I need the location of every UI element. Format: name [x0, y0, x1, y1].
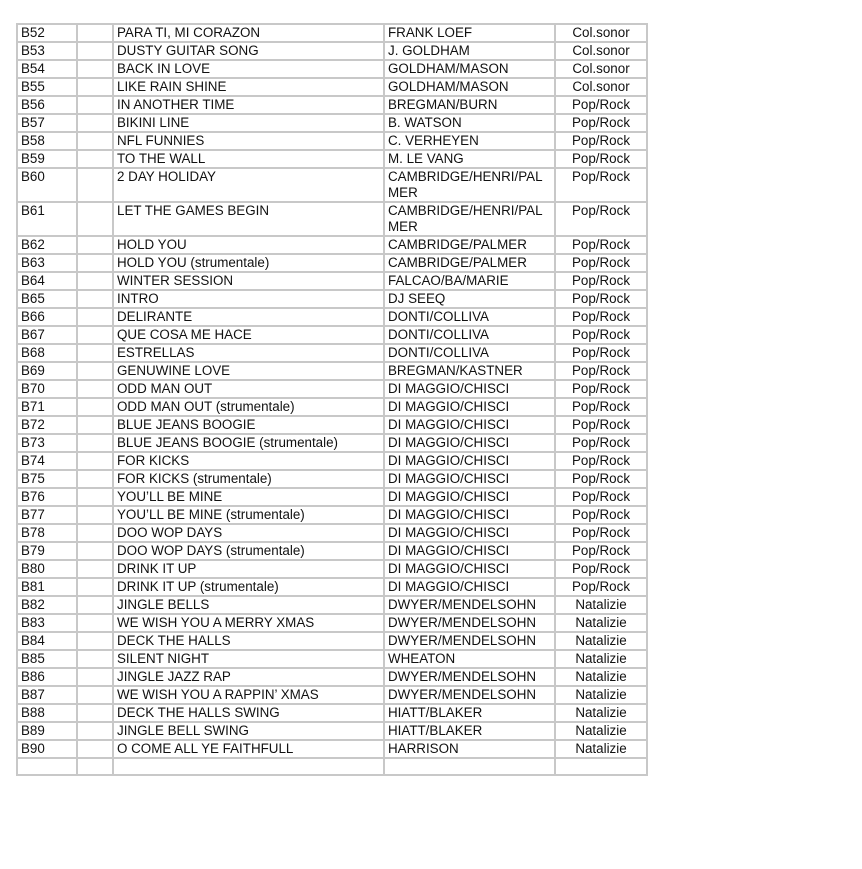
track-code-cell: B67	[17, 326, 77, 344]
track-title-cell: HOLD YOU (strumentale)	[113, 254, 384, 272]
track-genre-cell: Col.sonor	[555, 24, 647, 42]
track-genre-cell: Natalizie	[555, 740, 647, 758]
track-code-cell: B81	[17, 578, 77, 596]
track-code-cell: B68	[17, 344, 77, 362]
track-code-cell: B83	[17, 614, 77, 632]
track-author-cell: DWYER/MENDELSOHN	[384, 614, 555, 632]
empty-cell	[77, 326, 113, 344]
track-title-cell: DOO WOP DAYS (strumentale)	[113, 542, 384, 560]
track-code-cell: B84	[17, 632, 77, 650]
track-title-cell: ODD MAN OUT (strumentale)	[113, 398, 384, 416]
empty-cell	[77, 290, 113, 308]
track-title-cell: WE WISH YOU A RAPPIN’ XMAS	[113, 686, 384, 704]
table-row	[17, 668, 647, 686]
track-title-cell: LET THE GAMES BEGIN	[113, 202, 384, 236]
track-genre-cell: Natalizie	[555, 704, 647, 722]
track-code-cell: B53	[17, 42, 77, 60]
track-author-cell: DWYER/MENDELSOHN	[384, 596, 555, 614]
track-genre-cell: Pop/Rock	[555, 344, 647, 362]
track-genre-cell: Pop/Rock	[555, 254, 647, 272]
track-author-cell: CAMBRIDGE/PALMER	[384, 236, 555, 254]
track-code-cell: B75	[17, 470, 77, 488]
track-author-cell: DONTI/COLLIVA	[384, 344, 555, 362]
track-genre-cell: Pop/Rock	[555, 488, 647, 506]
empty-cell	[77, 236, 113, 254]
table-row	[17, 344, 647, 362]
track-code-cell: B56	[17, 96, 77, 114]
empty-cell	[77, 686, 113, 704]
track-genre-cell: Pop/Rock	[555, 398, 647, 416]
track-code-cell: B72	[17, 416, 77, 434]
table-row	[17, 96, 647, 114]
track-author-cell: DONTI/COLLIVA	[384, 326, 555, 344]
track-author-cell: M. LE VANG	[384, 150, 555, 168]
track-code-cell: B87	[17, 686, 77, 704]
track-title-cell: PARA TI, MI CORAZON	[113, 24, 384, 42]
empty-cell	[77, 560, 113, 578]
empty-cell	[77, 632, 113, 650]
track-author-cell: DI MAGGIO/CHISCI	[384, 488, 555, 506]
empty-cell	[77, 488, 113, 506]
track-genre-cell: Pop/Rock	[555, 114, 647, 132]
track-code-cell: B70	[17, 380, 77, 398]
track-code-cell: B80	[17, 560, 77, 578]
track-code-cell: B79	[17, 542, 77, 560]
track-title-cell: LIKE RAIN SHINE	[113, 78, 384, 96]
track-genre-cell: Pop/Rock	[555, 434, 647, 452]
table-row	[17, 326, 647, 344]
empty-cell	[77, 506, 113, 524]
track-title-cell: DELIRANTE	[113, 308, 384, 326]
track-code-cell: B62	[17, 236, 77, 254]
empty-cell	[77, 60, 113, 78]
track-code-cell: B71	[17, 398, 77, 416]
empty-table-row	[17, 758, 647, 775]
track-title-cell: INTRO	[113, 290, 384, 308]
track-code-cell: B69	[17, 362, 77, 380]
table-row	[17, 254, 647, 272]
track-title-cell: JINGLE BELLS	[113, 596, 384, 614]
table-row	[17, 488, 647, 506]
empty-cell	[77, 614, 113, 632]
track-title-cell: DOO WOP DAYS	[113, 524, 384, 542]
table-row	[17, 434, 647, 452]
track-title-cell: HOLD YOU	[113, 236, 384, 254]
table-row	[17, 398, 647, 416]
track-code-cell: B61	[17, 202, 77, 236]
track-author-cell: GOLDHAM/MASON	[384, 60, 555, 78]
track-genre-cell: Pop/Rock	[555, 236, 647, 254]
track-title-cell: 2 DAY HOLIDAY	[113, 168, 384, 202]
track-author-cell: DI MAGGIO/CHISCI	[384, 578, 555, 596]
track-author-cell: B. WATSON	[384, 114, 555, 132]
track-code-cell: B63	[17, 254, 77, 272]
table-row	[17, 24, 647, 42]
empty-cell	[77, 24, 113, 42]
track-author-cell: CAMBRIDGE/PALMER	[384, 254, 555, 272]
empty-cell	[113, 758, 384, 775]
track-genre-cell: Pop/Rock	[555, 272, 647, 290]
track-title-cell: ODD MAN OUT	[113, 380, 384, 398]
track-genre-cell: Pop/Rock	[555, 202, 647, 236]
track-genre-cell: Pop/Rock	[555, 578, 647, 596]
track-table-body	[17, 24, 647, 775]
track-author-cell: DI MAGGIO/CHISCI	[384, 470, 555, 488]
table-row	[17, 60, 647, 78]
track-title-cell: WE WISH YOU A MERRY XMAS	[113, 614, 384, 632]
empty-cell	[77, 470, 113, 488]
track-title-cell: JINGLE BELL SWING	[113, 722, 384, 740]
empty-cell	[77, 596, 113, 614]
track-code-cell: B88	[17, 704, 77, 722]
empty-cell	[77, 380, 113, 398]
empty-cell	[77, 416, 113, 434]
track-author-cell: DWYER/MENDELSOHN	[384, 686, 555, 704]
track-code-cell: B89	[17, 722, 77, 740]
track-author-cell: CAMBRIDGE/HENRI/PALMER	[384, 202, 555, 236]
track-code-cell: B55	[17, 78, 77, 96]
table-row	[17, 632, 647, 650]
track-genre-cell: Col.sonor	[555, 78, 647, 96]
track-genre-cell: Pop/Rock	[555, 380, 647, 398]
track-author-cell: GOLDHAM/MASON	[384, 78, 555, 96]
track-table	[16, 23, 648, 776]
track-title-cell: GENUWINE LOVE	[113, 362, 384, 380]
empty-cell	[77, 758, 113, 775]
table-row	[17, 560, 647, 578]
track-title-cell: QUE COSA ME HACE	[113, 326, 384, 344]
empty-cell	[77, 78, 113, 96]
empty-cell	[77, 740, 113, 758]
table-row	[17, 380, 647, 398]
table-row	[17, 272, 647, 290]
track-title-cell: WINTER SESSION	[113, 272, 384, 290]
track-code-cell: B52	[17, 24, 77, 42]
track-title-cell: DUSTY GUITAR SONG	[113, 42, 384, 60]
track-code-cell: B86	[17, 668, 77, 686]
track-title-cell: SILENT NIGHT	[113, 650, 384, 668]
track-title-cell: ESTRELLAS	[113, 344, 384, 362]
track-code-cell: B54	[17, 60, 77, 78]
track-genre-cell: Natalizie	[555, 650, 647, 668]
track-author-cell: FRANK LOEF	[384, 24, 555, 42]
table-row	[17, 614, 647, 632]
track-title-cell: TO THE WALL	[113, 150, 384, 168]
track-title-cell: FOR KICKS (strumentale)	[113, 470, 384, 488]
empty-cell	[77, 704, 113, 722]
track-author-cell: DI MAGGIO/CHISCI	[384, 434, 555, 452]
empty-cell	[77, 650, 113, 668]
track-title-cell: IN ANOTHER TIME	[113, 96, 384, 114]
track-code-cell: B60	[17, 168, 77, 202]
track-title-cell: DECK THE HALLS SWING	[113, 704, 384, 722]
track-genre-cell: Natalizie	[555, 668, 647, 686]
empty-cell	[77, 344, 113, 362]
empty-cell	[17, 758, 77, 775]
table-row	[17, 290, 647, 308]
track-genre-cell: Col.sonor	[555, 42, 647, 60]
table-row	[17, 114, 647, 132]
empty-cell	[77, 578, 113, 596]
track-title-cell: JINGLE JAZZ RAP	[113, 668, 384, 686]
empty-cell	[77, 150, 113, 168]
track-code-cell: B57	[17, 114, 77, 132]
track-genre-cell: Col.sonor	[555, 60, 647, 78]
track-title-cell: BIKINI LINE	[113, 114, 384, 132]
track-genre-cell: Natalizie	[555, 614, 647, 632]
empty-cell	[77, 254, 113, 272]
track-genre-cell: Pop/Rock	[555, 452, 647, 470]
track-genre-cell: Pop/Rock	[555, 506, 647, 524]
track-title-cell: FOR KICKS	[113, 452, 384, 470]
track-author-cell: DONTI/COLLIVA	[384, 308, 555, 326]
track-genre-cell: Pop/Rock	[555, 308, 647, 326]
track-author-cell: DI MAGGIO/CHISCI	[384, 524, 555, 542]
empty-cell	[77, 434, 113, 452]
table-row	[17, 150, 647, 168]
table-row	[17, 704, 647, 722]
track-genre-cell: Natalizie	[555, 632, 647, 650]
empty-cell	[77, 114, 113, 132]
table-row	[17, 236, 647, 254]
track-author-cell: FALCAO/BA/MARIE	[384, 272, 555, 290]
track-code-cell: B85	[17, 650, 77, 668]
table-row	[17, 686, 647, 704]
track-code-cell: B78	[17, 524, 77, 542]
empty-cell	[77, 272, 113, 290]
track-genre-cell: Pop/Rock	[555, 150, 647, 168]
empty-cell	[77, 362, 113, 380]
table-row	[17, 740, 647, 758]
table-row	[17, 506, 647, 524]
track-title-cell: NFL FUNNIES	[113, 132, 384, 150]
track-genre-cell: Pop/Rock	[555, 542, 647, 560]
empty-cell	[77, 452, 113, 470]
track-title-cell: YOU’LL BE MINE (strumentale)	[113, 506, 384, 524]
track-author-cell: WHEATON	[384, 650, 555, 668]
track-title-cell: O COME ALL YE FAITHFULL	[113, 740, 384, 758]
table-row	[17, 416, 647, 434]
empty-cell	[77, 42, 113, 60]
empty-cell	[77, 96, 113, 114]
track-genre-cell: Pop/Rock	[555, 290, 647, 308]
track-title-cell: DECK THE HALLS	[113, 632, 384, 650]
track-code-cell: B90	[17, 740, 77, 758]
empty-cell	[77, 398, 113, 416]
table-row	[17, 308, 647, 326]
track-author-cell: DWYER/MENDELSOHN	[384, 632, 555, 650]
track-author-cell: DI MAGGIO/CHISCI	[384, 416, 555, 434]
table-row	[17, 362, 647, 380]
track-code-cell: B82	[17, 596, 77, 614]
track-code-cell: B64	[17, 272, 77, 290]
track-code-cell: B74	[17, 452, 77, 470]
track-genre-cell: Pop/Rock	[555, 524, 647, 542]
table-row	[17, 202, 647, 236]
track-code-cell: B76	[17, 488, 77, 506]
table-row	[17, 578, 647, 596]
table-row	[17, 168, 647, 202]
track-genre-cell: Pop/Rock	[555, 560, 647, 578]
track-author-cell: HIATT/BLAKER	[384, 722, 555, 740]
empty-cell	[77, 168, 113, 202]
empty-cell	[77, 308, 113, 326]
track-genre-cell: Pop/Rock	[555, 416, 647, 434]
empty-cell	[77, 132, 113, 150]
track-author-cell: C. VERHEYEN	[384, 132, 555, 150]
track-title-cell: BLUE JEANS BOOGIE (strumentale)	[113, 434, 384, 452]
table-row	[17, 42, 647, 60]
track-genre-cell: Natalizie	[555, 596, 647, 614]
table-row	[17, 132, 647, 150]
track-author-cell: DWYER/MENDELSOHN	[384, 668, 555, 686]
track-genre-cell: Pop/Rock	[555, 96, 647, 114]
track-author-cell: DI MAGGIO/CHISCI	[384, 380, 555, 398]
track-code-cell: B77	[17, 506, 77, 524]
table-row	[17, 542, 647, 560]
track-genre-cell: Pop/Rock	[555, 326, 647, 344]
track-title-cell: DRINK IT UP (strumentale)	[113, 578, 384, 596]
track-author-cell: DI MAGGIO/CHISCI	[384, 506, 555, 524]
empty-cell	[77, 202, 113, 236]
track-author-cell: DI MAGGIO/CHISCI	[384, 398, 555, 416]
track-author-cell: BREGMAN/BURN	[384, 96, 555, 114]
track-code-cell: B66	[17, 308, 77, 326]
table-row	[17, 452, 647, 470]
track-title-cell: BLUE JEANS BOOGIE	[113, 416, 384, 434]
track-code-cell: B65	[17, 290, 77, 308]
track-code-cell: B58	[17, 132, 77, 150]
track-genre-cell: Pop/Rock	[555, 132, 647, 150]
table-row	[17, 78, 647, 96]
empty-cell	[77, 524, 113, 542]
track-author-cell: DI MAGGIO/CHISCI	[384, 560, 555, 578]
track-author-cell: J. GOLDHAM	[384, 42, 555, 60]
track-genre-cell: Pop/Rock	[555, 168, 647, 202]
table-row	[17, 722, 647, 740]
table-row	[17, 596, 647, 614]
track-title-cell: DRINK IT UP	[113, 560, 384, 578]
track-author-cell: DJ SEEQ	[384, 290, 555, 308]
empty-cell	[77, 542, 113, 560]
track-genre-cell: Pop/Rock	[555, 362, 647, 380]
track-genre-cell: Natalizie	[555, 686, 647, 704]
table-row	[17, 650, 647, 668]
track-code-cell: B73	[17, 434, 77, 452]
track-title-cell: YOU’LL BE MINE	[113, 488, 384, 506]
empty-cell	[77, 722, 113, 740]
track-genre-cell: Pop/Rock	[555, 470, 647, 488]
track-title-cell: BACK IN LOVE	[113, 60, 384, 78]
track-author-cell: DI MAGGIO/CHISCI	[384, 542, 555, 560]
table-row	[17, 524, 647, 542]
track-author-cell: DI MAGGIO/CHISCI	[384, 452, 555, 470]
track-author-cell: BREGMAN/KASTNER	[384, 362, 555, 380]
empty-cell	[77, 668, 113, 686]
table-row	[17, 470, 647, 488]
empty-cell	[555, 758, 647, 775]
track-code-cell: B59	[17, 150, 77, 168]
track-genre-cell: Natalizie	[555, 722, 647, 740]
track-author-cell: CAMBRIDGE/HENRI/PALMER	[384, 168, 555, 202]
track-author-cell: HIATT/BLAKER	[384, 704, 555, 722]
empty-cell	[384, 758, 555, 775]
track-author-cell: HARRISON	[384, 740, 555, 758]
